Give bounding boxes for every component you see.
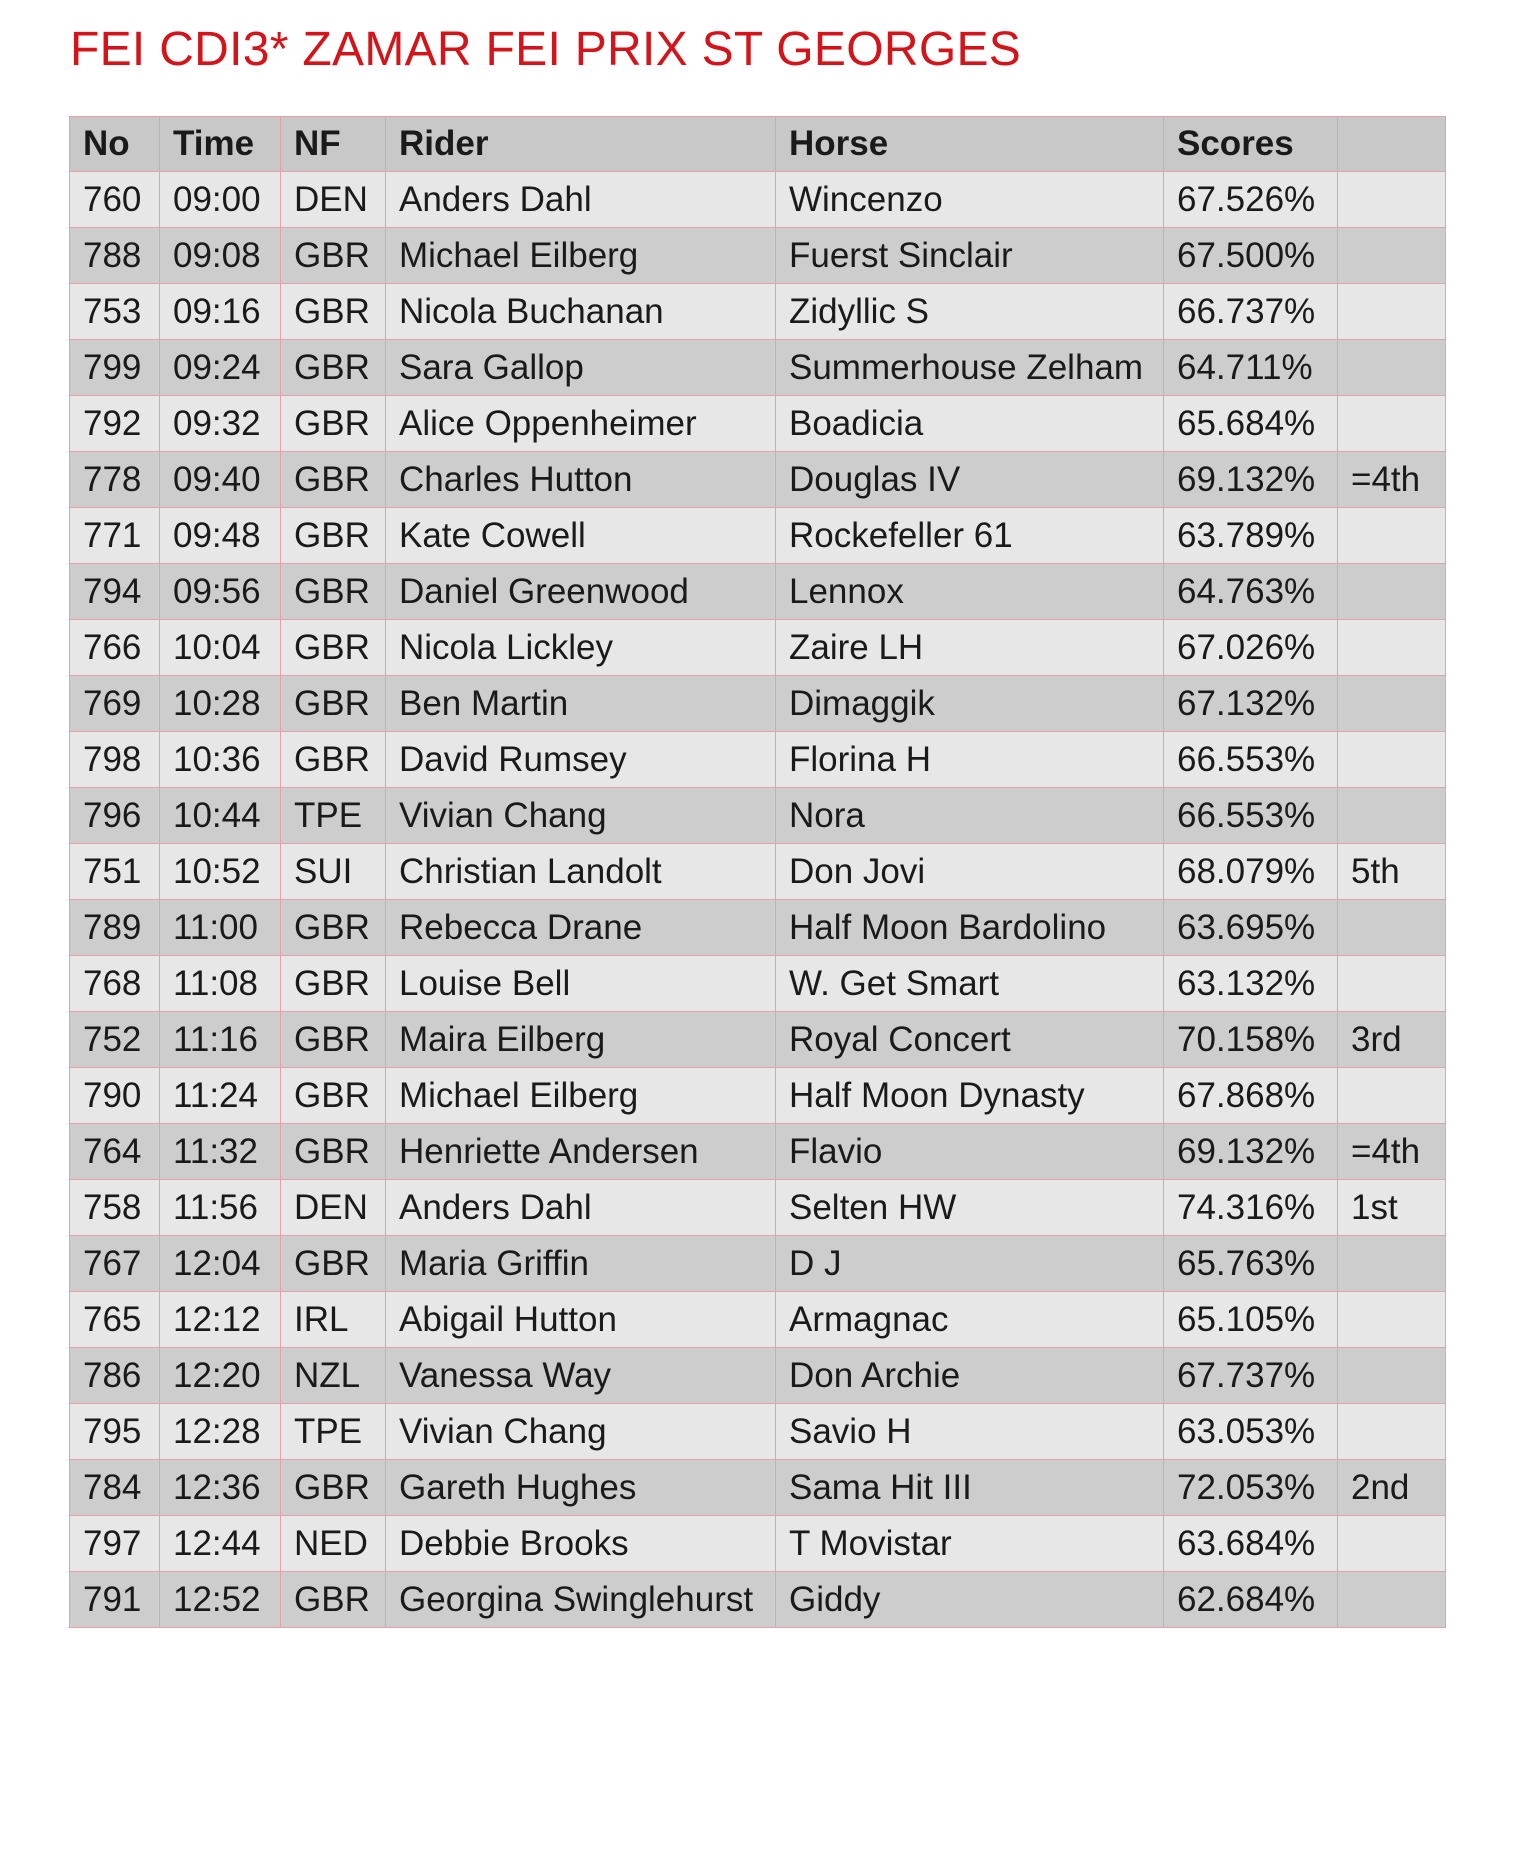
cell-rider: Anders Dahl (386, 172, 776, 228)
cell-rider: Gareth Hughes (386, 1460, 776, 1516)
cell-rider: Nicola Lickley (386, 620, 776, 676)
cell-score: 74.316% (1164, 1180, 1338, 1236)
table-row (70, 1236, 1446, 1292)
cell-place: 5th (1338, 844, 1446, 900)
cell-nf: GBR (281, 676, 386, 732)
cell-time: 09:40 (160, 452, 281, 508)
cell-time: 12:52 (160, 1572, 281, 1628)
cell-horse: Zidyllic S (776, 284, 1164, 340)
cell-time: 12:28 (160, 1404, 281, 1460)
cell-place (1338, 1348, 1446, 1404)
cell-rider: Alice Oppenheimer (386, 396, 776, 452)
table-row (70, 564, 1446, 620)
table-row (70, 1404, 1446, 1460)
cell-rider: Christian Landolt (386, 844, 776, 900)
cell-nf: GBR (281, 284, 386, 340)
table-row (70, 1068, 1446, 1124)
cell-time: 09:48 (160, 508, 281, 564)
cell-nf: GBR (281, 340, 386, 396)
cell-score: 65.684% (1164, 396, 1338, 452)
cell-place: 3rd (1338, 1012, 1446, 1068)
cell-horse: Selten HW (776, 1180, 1164, 1236)
cell-score: 70.158% (1164, 1012, 1338, 1068)
cell-horse: Half Moon Dynasty (776, 1068, 1164, 1124)
table-row (70, 1292, 1446, 1348)
cell-horse: Fuerst Sinclair (776, 228, 1164, 284)
cell-time: 12:36 (160, 1460, 281, 1516)
cell-time: 09:00 (160, 172, 281, 228)
cell-score: 63.684% (1164, 1516, 1338, 1572)
cell-place (1338, 1404, 1446, 1460)
cell-score: 66.737% (1164, 284, 1338, 340)
cell-horse: Wincenzo (776, 172, 1164, 228)
cell-score: 67.026% (1164, 620, 1338, 676)
cell-nf: GBR (281, 452, 386, 508)
results-table (69, 116, 1446, 1628)
header-rider: Rider (386, 117, 776, 172)
cell-place (1338, 172, 1446, 228)
cell-score: 64.763% (1164, 564, 1338, 620)
cell-place (1338, 732, 1446, 788)
cell-no: 764 (70, 1124, 160, 1180)
cell-time: 10:44 (160, 788, 281, 844)
cell-place: =4th (1338, 1124, 1446, 1180)
cell-time: 11:00 (160, 900, 281, 956)
cell-score: 63.053% (1164, 1404, 1338, 1460)
cell-score: 64.711% (1164, 340, 1338, 396)
header-nf: NF (281, 117, 386, 172)
cell-score: 67.868% (1164, 1068, 1338, 1124)
cell-horse: Giddy (776, 1572, 1164, 1628)
table-row (70, 508, 1446, 564)
cell-no: 766 (70, 620, 160, 676)
cell-no: 771 (70, 508, 160, 564)
cell-no: 752 (70, 1012, 160, 1068)
cell-horse: Savio H (776, 1404, 1164, 1460)
cell-nf: DEN (281, 172, 386, 228)
table-row (70, 340, 1446, 396)
cell-place (1338, 284, 1446, 340)
table-row (70, 1572, 1446, 1628)
cell-nf: NZL (281, 1348, 386, 1404)
cell-horse: W. Get Smart (776, 956, 1164, 1012)
cell-time: 10:52 (160, 844, 281, 900)
cell-place (1338, 396, 1446, 452)
cell-horse: Don Archie (776, 1348, 1164, 1404)
cell-horse: Douglas IV (776, 452, 1164, 508)
cell-score: 62.684% (1164, 1572, 1338, 1628)
cell-rider: Rebecca Drane (386, 900, 776, 956)
cell-score: 72.053% (1164, 1460, 1338, 1516)
cell-score: 67.526% (1164, 172, 1338, 228)
cell-place (1338, 1292, 1446, 1348)
cell-no: 799 (70, 340, 160, 396)
header-time: Time (160, 117, 281, 172)
cell-time: 11:24 (160, 1068, 281, 1124)
cell-horse: Nora (776, 788, 1164, 844)
cell-time: 09:32 (160, 396, 281, 452)
table-row (70, 396, 1446, 452)
cell-place (1338, 900, 1446, 956)
cell-nf: GBR (281, 732, 386, 788)
table-row (70, 676, 1446, 732)
cell-nf: GBR (281, 620, 386, 676)
cell-rider: Kate Cowell (386, 508, 776, 564)
cell-no: 792 (70, 396, 160, 452)
table-row (70, 1348, 1446, 1404)
cell-nf: DEN (281, 1180, 386, 1236)
cell-nf: SUI (281, 844, 386, 900)
table-header-row (70, 117, 1446, 172)
cell-nf: GBR (281, 508, 386, 564)
cell-time: 11:32 (160, 1124, 281, 1180)
cell-score: 66.553% (1164, 732, 1338, 788)
cell-no: 798 (70, 732, 160, 788)
cell-nf: IRL (281, 1292, 386, 1348)
cell-place: 2nd (1338, 1460, 1446, 1516)
cell-place: 1st (1338, 1180, 1446, 1236)
cell-rider: Ben Martin (386, 676, 776, 732)
cell-rider: Sara Gallop (386, 340, 776, 396)
cell-place (1338, 340, 1446, 396)
cell-horse: Lennox (776, 564, 1164, 620)
cell-nf: TPE (281, 1404, 386, 1460)
cell-time: 11:56 (160, 1180, 281, 1236)
cell-horse: Florina H (776, 732, 1164, 788)
cell-time: 10:36 (160, 732, 281, 788)
cell-no: 768 (70, 956, 160, 1012)
table-row (70, 844, 1446, 900)
cell-rider: Vivian Chang (386, 1404, 776, 1460)
cell-time: 12:04 (160, 1236, 281, 1292)
cell-place (1338, 1572, 1446, 1628)
cell-horse: D J (776, 1236, 1164, 1292)
cell-no: 778 (70, 452, 160, 508)
cell-horse: Dimaggik (776, 676, 1164, 732)
cell-place (1338, 228, 1446, 284)
cell-time: 10:04 (160, 620, 281, 676)
cell-time: 09:56 (160, 564, 281, 620)
cell-no: 795 (70, 1404, 160, 1460)
cell-score: 63.132% (1164, 956, 1338, 1012)
cell-place: =4th (1338, 452, 1446, 508)
cell-horse: Flavio (776, 1124, 1164, 1180)
cell-score: 69.132% (1164, 452, 1338, 508)
cell-rider: Michael Eilberg (386, 1068, 776, 1124)
cell-no: 784 (70, 1460, 160, 1516)
cell-horse: Armagnac (776, 1292, 1164, 1348)
cell-nf: GBR (281, 228, 386, 284)
cell-rider: Henriette Andersen (386, 1124, 776, 1180)
cell-horse: Rockefeller 61 (776, 508, 1164, 564)
cell-nf: GBR (281, 900, 386, 956)
cell-time: 09:08 (160, 228, 281, 284)
cell-place (1338, 788, 1446, 844)
table-row (70, 732, 1446, 788)
page-title: FEI CDI3* ZAMAR FEI PRIX ST GEORGES (70, 23, 1022, 76)
cell-place (1338, 508, 1446, 564)
cell-no: 788 (70, 228, 160, 284)
table-row (70, 620, 1446, 676)
cell-no: 794 (70, 564, 160, 620)
table-row (70, 228, 1446, 284)
cell-score: 65.105% (1164, 1292, 1338, 1348)
table-row (70, 284, 1446, 340)
cell-rider: Maira Eilberg (386, 1012, 776, 1068)
table-row (70, 900, 1446, 956)
cell-rider: Nicola Buchanan (386, 284, 776, 340)
cell-place (1338, 1516, 1446, 1572)
cell-rider: Daniel Greenwood (386, 564, 776, 620)
cell-horse: Summerhouse Zelham (776, 340, 1164, 396)
cell-time: 12:12 (160, 1292, 281, 1348)
results-body (70, 172, 1446, 1628)
cell-no: 765 (70, 1292, 160, 1348)
cell-score: 68.079% (1164, 844, 1338, 900)
cell-nf: GBR (281, 1236, 386, 1292)
cell-no: 789 (70, 900, 160, 956)
cell-rider: Vivian Chang (386, 788, 776, 844)
cell-score: 67.737% (1164, 1348, 1338, 1404)
cell-horse: T Movistar (776, 1516, 1164, 1572)
cell-nf: GBR (281, 1012, 386, 1068)
table-row (70, 452, 1446, 508)
cell-time: 10:28 (160, 676, 281, 732)
cell-no: 758 (70, 1180, 160, 1236)
table-row (70, 172, 1446, 228)
cell-rider: Charles Hutton (386, 452, 776, 508)
cell-place (1338, 956, 1446, 1012)
cell-rider: Louise Bell (386, 956, 776, 1012)
cell-no: 751 (70, 844, 160, 900)
cell-rider: David Rumsey (386, 732, 776, 788)
cell-horse: Zaire LH (776, 620, 1164, 676)
cell-no: 753 (70, 284, 160, 340)
cell-no: 797 (70, 1516, 160, 1572)
cell-no: 769 (70, 676, 160, 732)
cell-score: 66.553% (1164, 788, 1338, 844)
cell-score: 67.132% (1164, 676, 1338, 732)
cell-rider: Maria Griffin (386, 1236, 776, 1292)
table-row (70, 1460, 1446, 1516)
cell-score: 69.132% (1164, 1124, 1338, 1180)
cell-time: 09:24 (160, 340, 281, 396)
cell-place (1338, 1068, 1446, 1124)
table-row (70, 1124, 1446, 1180)
cell-rider: Michael Eilberg (386, 228, 776, 284)
cell-rider: Anders Dahl (386, 1180, 776, 1236)
cell-nf: GBR (281, 396, 386, 452)
cell-place (1338, 676, 1446, 732)
cell-nf: GBR (281, 1460, 386, 1516)
cell-time: 11:16 (160, 1012, 281, 1068)
cell-time: 12:20 (160, 1348, 281, 1404)
cell-no: 786 (70, 1348, 160, 1404)
table-row (70, 956, 1446, 1012)
table-row (70, 1516, 1446, 1572)
cell-no: 796 (70, 788, 160, 844)
cell-horse: Half Moon Bardolino (776, 900, 1164, 956)
cell-no: 791 (70, 1572, 160, 1628)
cell-rider: Abigail Hutton (386, 1292, 776, 1348)
cell-nf: GBR (281, 956, 386, 1012)
cell-score: 63.789% (1164, 508, 1338, 564)
cell-time: 11:08 (160, 956, 281, 1012)
cell-time: 12:44 (160, 1516, 281, 1572)
table-row (70, 1180, 1446, 1236)
cell-score: 67.500% (1164, 228, 1338, 284)
cell-nf: GBR (281, 1068, 386, 1124)
cell-horse: Boadicia (776, 396, 1164, 452)
cell-place (1338, 564, 1446, 620)
cell-score: 63.695% (1164, 900, 1338, 956)
cell-no: 767 (70, 1236, 160, 1292)
header-scores: Scores (1164, 117, 1338, 172)
table-row (70, 1012, 1446, 1068)
cell-time: 09:16 (160, 284, 281, 340)
cell-nf: TPE (281, 788, 386, 844)
cell-rider: Debbie Brooks (386, 1516, 776, 1572)
cell-nf: GBR (281, 564, 386, 620)
cell-score: 65.763% (1164, 1236, 1338, 1292)
cell-horse: Don Jovi (776, 844, 1164, 900)
cell-horse: Sama Hit III (776, 1460, 1164, 1516)
cell-nf: GBR (281, 1572, 386, 1628)
cell-place (1338, 620, 1446, 676)
header-place (1338, 117, 1446, 172)
cell-no: 790 (70, 1068, 160, 1124)
cell-no: 760 (70, 172, 160, 228)
header-no: No (70, 117, 160, 172)
header-horse: Horse (776, 117, 1164, 172)
table-row (70, 788, 1446, 844)
cell-place (1338, 1236, 1446, 1292)
cell-rider: Georgina Swinglehurst (386, 1572, 776, 1628)
cell-horse: Royal Concert (776, 1012, 1164, 1068)
cell-nf: GBR (281, 1124, 386, 1180)
cell-nf: NED (281, 1516, 386, 1572)
cell-rider: Vanessa Way (386, 1348, 776, 1404)
